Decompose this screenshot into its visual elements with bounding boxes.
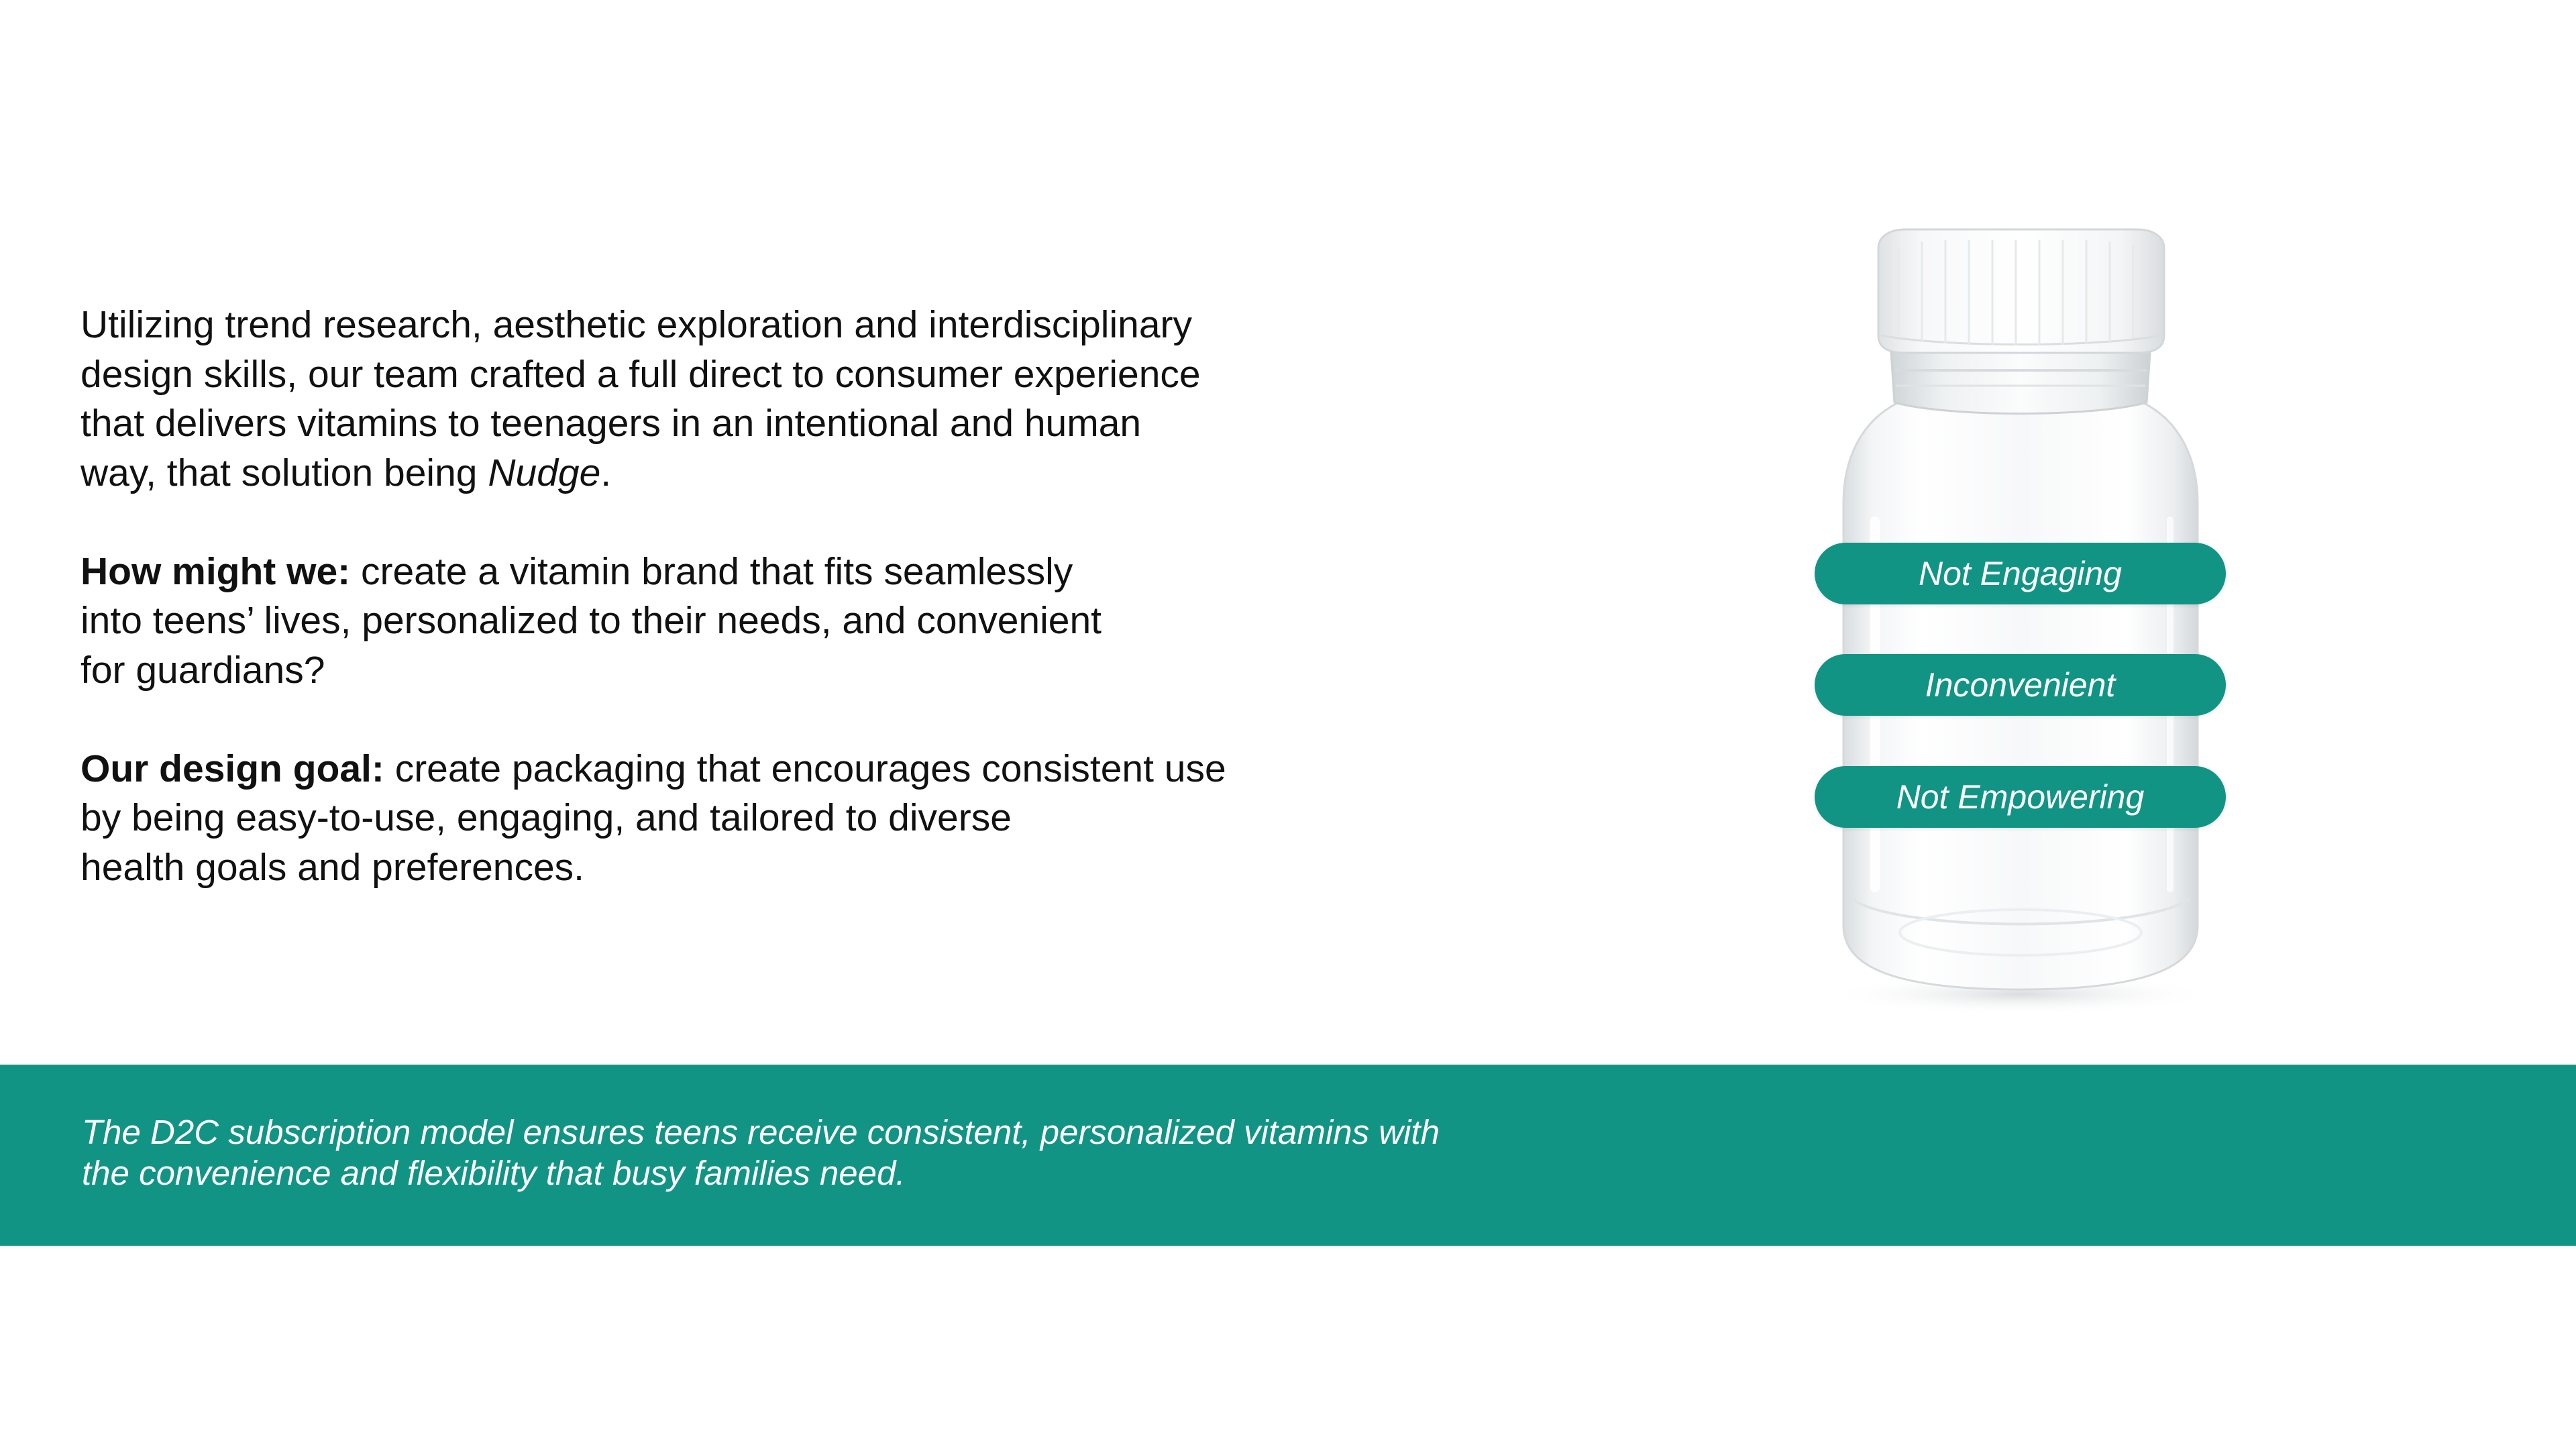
design-goal-line-3: health goals and preferences. (80, 845, 585, 889)
design-goal-paragraph (80, 745, 1355, 893)
banner-text (82, 1112, 1692, 1193)
banner-line-1: The D2C subscription model ensures teens receive consistent, personalized vitamins with (82, 1113, 1440, 1151)
bottle-svg (1811, 221, 2241, 1026)
how-might-we-line-1-text: create a vitamin brand that fits seamlessly (350, 549, 1073, 593)
design-goal-line-1 (80, 745, 1355, 794)
design-goal-label: Our design goal: (80, 747, 384, 790)
banner-line-2: the convenience and flexibility that busy families need. (82, 1154, 906, 1192)
design-goal-line-1-text: create packaging that encourages consistent use (384, 747, 1226, 790)
pill-not-engaging: Not Engaging (1815, 543, 2226, 604)
how-might-we-line-1 (80, 547, 1355, 597)
intro-line-3: that delivers vitamins to teenagers in an intentional and human (80, 402, 1142, 445)
how-might-we-line-3: for guardians? (80, 648, 325, 692)
subscription-banner (0, 1065, 2576, 1246)
intro-line-1: Utilizing trend research, aesthetic exploration and interdisciplinary (80, 303, 1193, 346)
pill-not-empowering: Not Empowering (1815, 766, 2226, 828)
intro-line-4 (80, 449, 1355, 498)
intro-line-4-text: way, that solution being (80, 451, 488, 494)
intro-line-2: design skills, our team crafted a full direct to consumer experience (80, 352, 1201, 396)
brand-name: Nudge (488, 451, 601, 494)
brand-suffix: . (600, 451, 612, 494)
intro-copy (80, 301, 1355, 892)
vitamin-bottle-illustration (1811, 221, 2241, 1026)
design-goal-line-2: by being easy-to-use, engaging, and tailored to diverse (80, 796, 1012, 839)
how-might-we-paragraph (80, 547, 1355, 696)
pill-inconvenient: Inconvenient (1815, 654, 2226, 716)
intro-paragraph (80, 301, 1355, 498)
how-might-we-label: How might we: (80, 549, 351, 593)
how-might-we-line-2: into teens’ lives, personalized to their needs, and convenient (80, 599, 1102, 642)
